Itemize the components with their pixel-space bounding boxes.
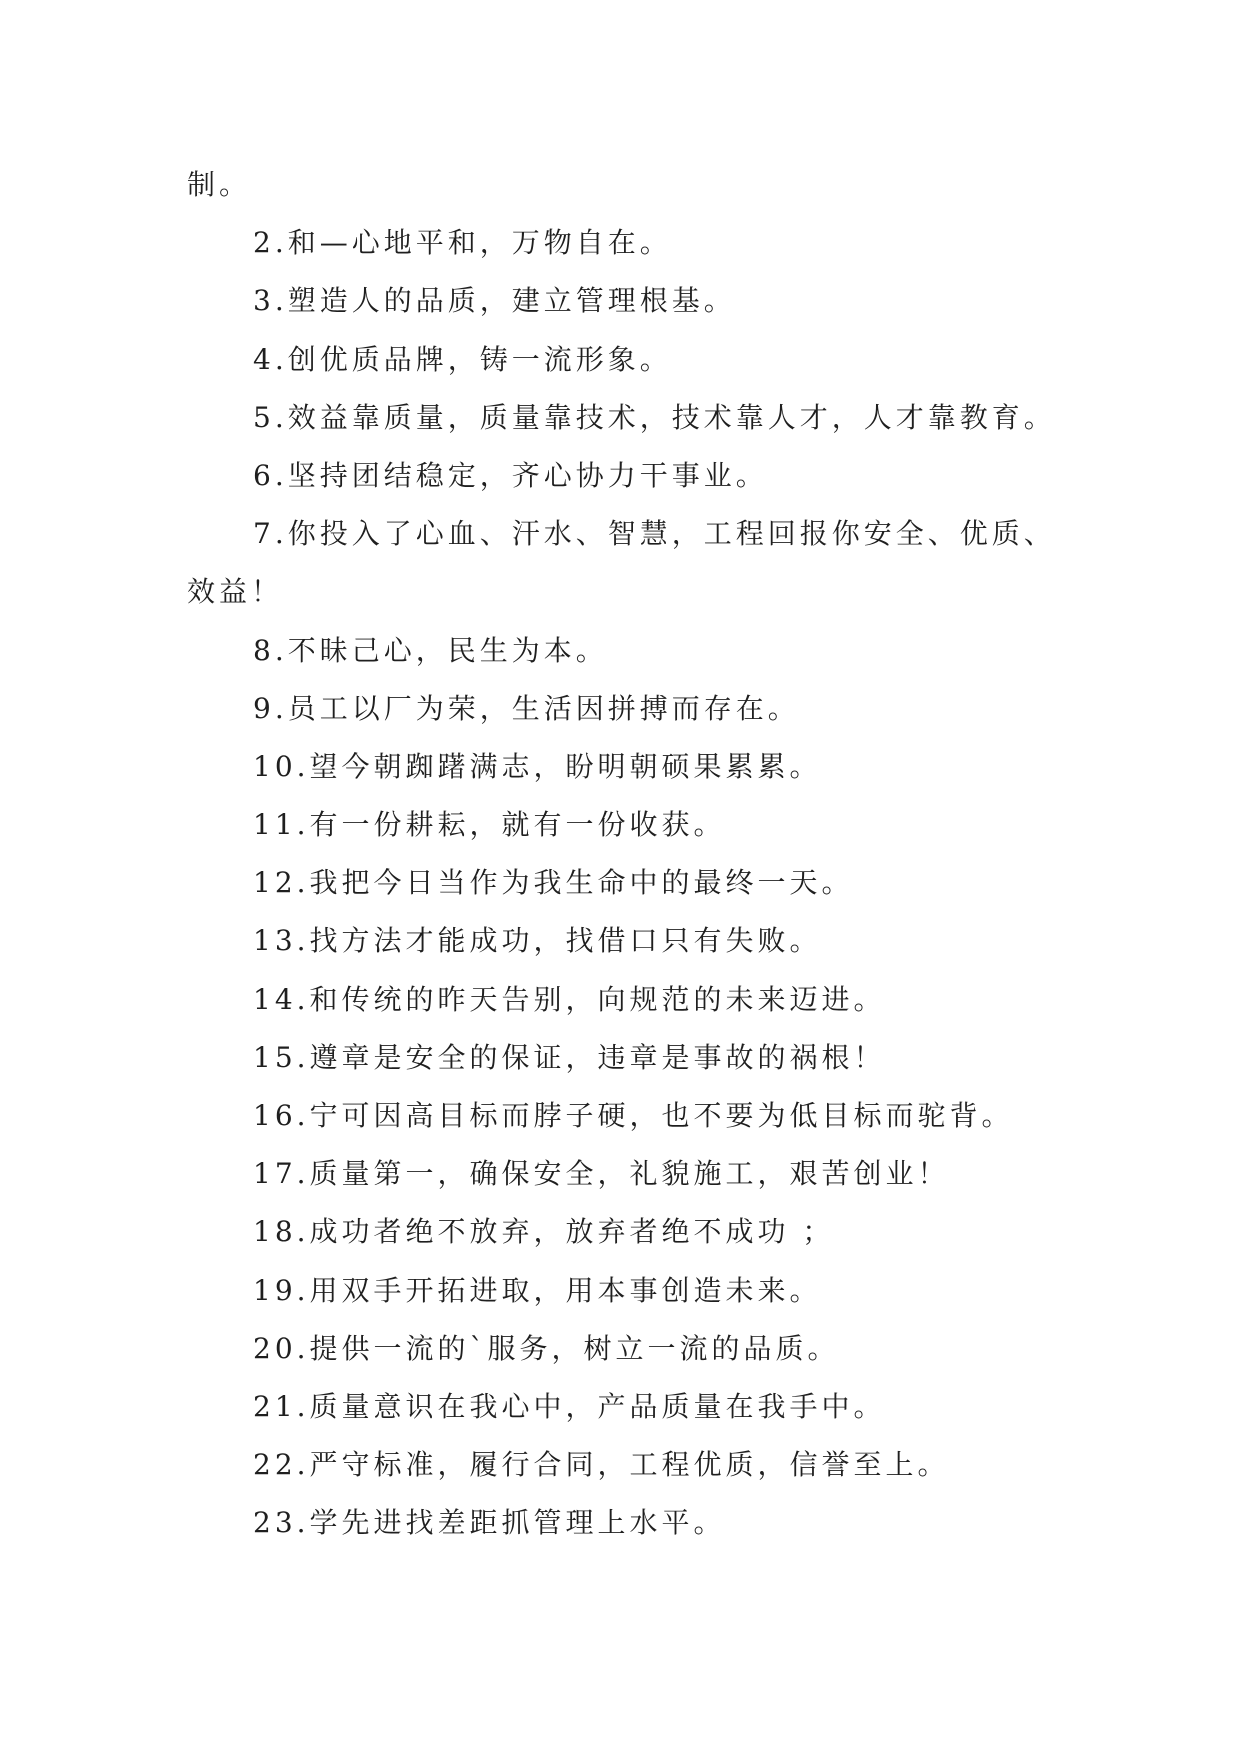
list-item: 19.用双手开拓进取，用本事创造未来。 <box>253 1273 822 1307</box>
continued-text: 制。 <box>187 168 252 201</box>
list-item: 11.有一份耕耘，就有一份收获。 <box>253 808 726 842</box>
list-item: 22.严守标准，履行合同，工程优质，信誉至上。 <box>253 1448 950 1482</box>
list-item: 5.效益靠质量，质量靠技术，技术靠人才，人才靠教育。 <box>253 400 1056 434</box>
list-item: 16.宁可因高目标而脖子硬，也不要为低目标而驼背。 <box>253 1099 1014 1132</box>
list-item: 3.塑造人的品质，建立管理根基。 <box>253 284 736 318</box>
list-item: 21.质量意识在我心中，产品质量在我手中。 <box>253 1389 886 1423</box>
slogan-list <box>187 156 1187 1553</box>
list-item: 9.员工以厂为荣，生活因拼搏而存在。 <box>253 691 800 725</box>
list-item: 6.坚持团结稳定，齐心协力干事业。 <box>253 458 768 492</box>
list-item: 4.创优质品牌，铸一流形象。 <box>253 342 672 376</box>
list-item: 12.我把今日当作为我生命中的最终一天。 <box>253 866 854 900</box>
list-item: 20.提供一流的`服务，树立一流的品质。 <box>253 1331 840 1365</box>
list-item-continuation: 效益！ <box>187 575 284 609</box>
list-item: 2.和—心地平和，万物自在。 <box>253 226 672 260</box>
list-item: 23.学先进找差距抓管理上水平。 <box>253 1506 726 1540</box>
list-item: 15.遵章是安全的保证，违章是事故的祸根！ <box>253 1040 886 1074</box>
list-item: 8.不昧己心，民生为本。 <box>253 633 608 667</box>
list-item: 10.望今朝踟躇满志，盼明朝硕果累累。 <box>253 749 822 783</box>
list-item: 14.和传统的昨天告别，向规范的未来迈进。 <box>253 982 886 1016</box>
list-item: 13.找方法才能成功，找借口只有失败。 <box>253 924 822 958</box>
list-item: 7.你投入了心血、汗水、智慧，工程回报你安全、优质、 <box>253 517 1056 551</box>
list-item: 18.成功者绝不放弃，放弃者绝不成功 ； <box>253 1215 835 1249</box>
list-item: 17.质量第一，确保安全，礼貌施工，艰苦创业！ <box>253 1157 950 1191</box>
